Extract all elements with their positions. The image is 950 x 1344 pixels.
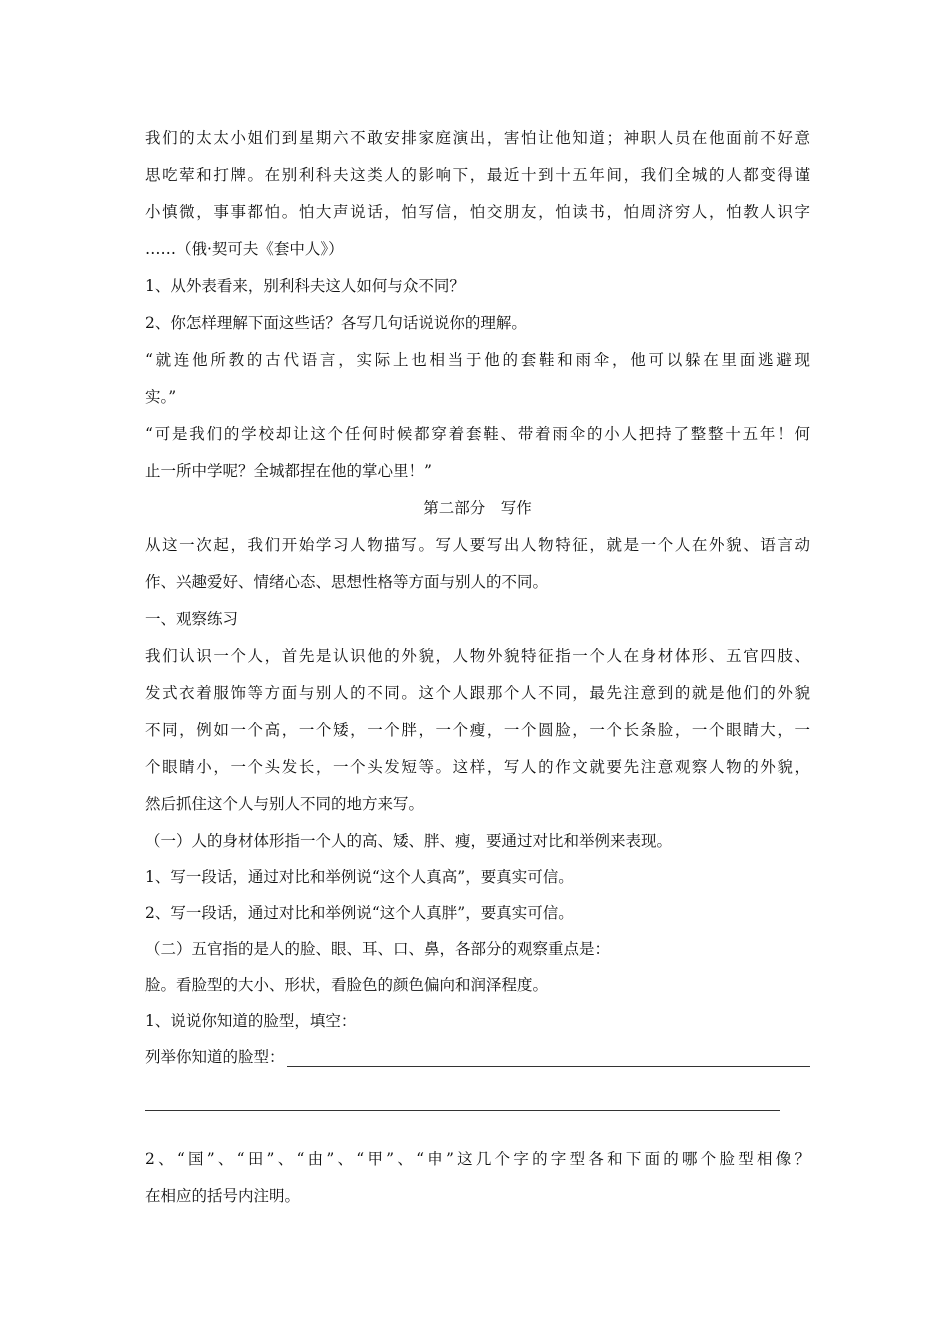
subsection-2: （二）五官指的是人的脸、眼、耳、口、鼻，各部分的观察重点是： — [145, 940, 611, 958]
fill-blank[interactable] — [287, 1042, 810, 1067]
fill-in-row — [145, 1039, 810, 1076]
exercise-item: 2、“国”、“田”、“由”、“甲”、“申”这几个字的字型各和下面的哪个脸型相像？ — [145, 1150, 810, 1168]
exercise-item: 在相应的括号内注明。 — [145, 1187, 301, 1205]
exercise-item: 1、说说你知道的脸型，填空： — [145, 1012, 357, 1030]
quote-2-line: “可是我们的学校却让这个任何时候都穿着套鞋、带着雨伞的小人把持了整整十五年！何 — [145, 425, 810, 443]
subsection-1: （一）人的身材体形指一个人的高、矮、胖、瘦，要通过对比和举例来表现。 — [145, 832, 673, 850]
paragraph-line: 然后抓住这个人与别人不同的地方来写。 — [145, 795, 425, 813]
quote-1-line: “就连他所教的古代语言，实际上也相当于他的套鞋和雨伞，他可以躲在里面逃避现 — [145, 351, 810, 369]
fill-label: 列举你知道的脸型： — [145, 1048, 285, 1066]
section-heading: 第二部分 写作 — [423, 499, 532, 517]
paragraph-line: 我们认识一个人，首先是认识他的外貌，人物外貌特征指一个人在身材体形、五官四肢、 — [145, 647, 810, 665]
face-description: 脸。看脸型的大小、形状，看脸色的颜色偏向和润泽程度。 — [145, 976, 549, 994]
question-1: 1、从外表看来，别利科夫这人如何与众不同？ — [145, 277, 465, 295]
quote-2-line: 止一所中学呢？全城都捏在他的掌心里！” — [145, 462, 432, 480]
passage-line: 我们的太太小姐们到星期六不敢安排家庭演出，害怕让他知道；神职人员在他面前不好意 — [145, 129, 810, 147]
paragraph-line: 不同，例如一个高，一个矮，一个胖，一个瘦，一个圆脸，一个长条脸，一个眼睛大，一 — [145, 721, 810, 739]
intro-line: 作、兴趣爱好、情绪心态、思想性格等方面与别人的不同。 — [145, 573, 549, 591]
passage-source: ……（俄·契可夫《套中人》） — [145, 240, 344, 258]
passage-line: 思吃荤和打牌。在别利科夫这类人的影响下，最近十到十五年间，我们全城的人都变得谨 — [145, 166, 810, 184]
exercise-item: 1、写一段话，通过对比和举例说“这个人真高”，要真实可信。 — [145, 868, 574, 886]
document-body — [145, 120, 810, 1215]
paragraph-line: 个眼睛小，一个头发长，一个头发短等。这样，写人的作文就要先注意观察人物的外貌， — [145, 758, 810, 776]
passage-line: 小慎微，事事都怕。怕大声说话，怕写信，怕交朋友，怕读书，怕周济穷人，怕教人识字 — [145, 203, 810, 221]
question-2: 2、你怎样理解下面这些话？各写几句话说说你的理解。 — [145, 314, 527, 332]
quote-1-line: 实。” — [145, 388, 177, 406]
subsection-title: 一、观察练习 — [145, 610, 239, 628]
exercise-item: 2、写一段话，通过对比和举例说“这个人真胖”，要真实可信。 — [145, 904, 574, 922]
answer-blank-line[interactable] — [145, 1110, 780, 1111]
intro-line: 从这一次起，我们开始学习人物描写。写人要写出人物特征，就是一个人在外貌、语言动 — [145, 536, 810, 554]
paragraph-line: 发式衣着服饰等方面与别人的不同。这个人跟那个人不同，最先注意到的就是他们的外貌 — [145, 684, 810, 702]
